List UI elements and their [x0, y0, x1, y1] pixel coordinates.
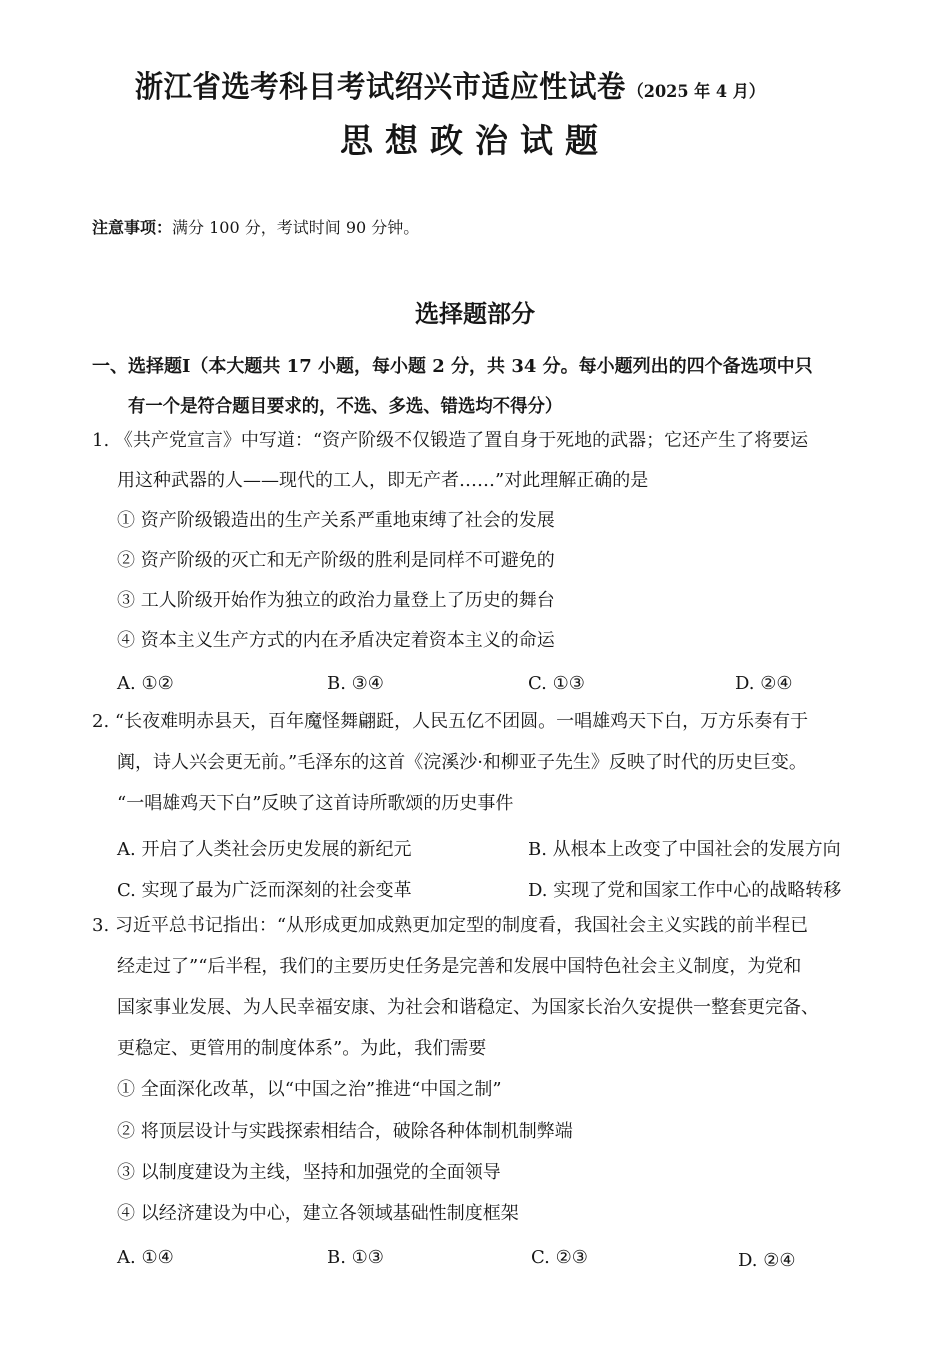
exam-title: 浙江省选考科目考试绍兴市适应性试卷 — [134, 70, 626, 105]
q1-item-1: ① 资产阶级锻造出的生产关系严重地束缚了社会的发展 — [117, 510, 555, 531]
q1-option-a: A. ①② — [117, 673, 174, 694]
q3-stem-line1: 3. 习近平总书记指出：“从形成更加成熟更加定型的制度看，我国社会主义实践的前半程已 — [92, 915, 809, 936]
notice-text: 满分 100 分，考试时间 90 分钟。 — [172, 218, 420, 237]
q2-stem-line2: 阗，诗人兴会更无前。”毛泽东的这首《浣溪沙·和柳亚子先生》反映了时代的历史巨变。 — [117, 752, 807, 773]
q3-stem-line3: 国家事业发展、为人民幸福安康、为社会和谐稳定、为国家长治久安提供一整套更完备、 — [117, 997, 819, 1018]
exam-date: （2025 年 4 月） — [627, 82, 765, 102]
part-heading-line1: 一、选择题Ⅰ（本大题共 17 小题，每小题 2 分，共 34 分。每小题列出的四个备选项中只 — [92, 356, 813, 377]
q1-stem-line2: 用这种武器的人——现代的工人，即无产者……”对此理解正确的是 — [117, 470, 649, 491]
exam-title-line — [0, 62, 900, 106]
q3-item-4: ④ 以经济建设为中心，建立各领域基础性制度框架 — [117, 1203, 519, 1224]
q2-option-b: B. 从根本上改变了中国社会的发展方向 — [528, 839, 841, 860]
q1-item-3: ③ 工人阶级开始作为独立的政治力量登上了历史的舞台 — [117, 590, 555, 611]
q3-item-1: ① 全面深化改革，以“中国之治”推进“中国之制” — [117, 1079, 502, 1100]
q2-option-c: C. 实现了最为广泛而深刻的社会变革 — [117, 880, 412, 901]
q2-option-d: D. 实现了党和国家工作中心的战略转移 — [528, 880, 842, 901]
q3-option-a: A. ①④ — [117, 1247, 174, 1268]
q3-option-b: B. ①③ — [327, 1247, 384, 1268]
q3-stem-line4: 更稳定、更管用的制度体系”。为此，我们需要 — [117, 1038, 487, 1059]
q2-option-a: A. 开启了人类社会历史发展的新纪元 — [117, 839, 412, 860]
q3-stem-line2: 经走过了”“后半程，我们的主要历史任务是完善和发展中国特色社会主义制度，为党和 — [117, 956, 802, 977]
q1-option-b: B. ③④ — [327, 673, 384, 694]
section-title: 选择题部分 — [415, 299, 535, 328]
q1-stem-line1: 1. 《共产党宣言》中写道：“资产阶级不仅锻造了置自身于死地的武器；它还产生了将要运 — [92, 430, 809, 451]
q3-option-d: D. ②④ — [738, 1250, 796, 1271]
q2-stem-line1: 2. “长夜难明赤县天，百年魔怪舞翩跹，人民五亿不团圆。一唱雄鸡天下白，万方乐奏有于 — [92, 711, 809, 732]
q1-option-c: C. ①③ — [528, 673, 585, 694]
notice — [92, 215, 419, 238]
q2-stem-line3: “一唱雄鸡天下白”反映了这首诗所歌颂的历史事件 — [117, 793, 514, 814]
q1-option-d: D. ②④ — [735, 673, 793, 694]
q1-item-4: ④ 资本主义生产方式的内在矛盾决定着资本主义的命运 — [117, 630, 555, 651]
exam-subject: 思想政治试题 — [340, 121, 610, 160]
q3-option-c: C. ②③ — [531, 1247, 588, 1268]
notice-label: 注意事项： — [92, 218, 173, 237]
q3-item-2: ② 将顶层设计与实践探索相结合，破除各种体制机制弊端 — [117, 1121, 573, 1142]
q3-item-3: ③ 以制度建设为主线，坚持和加强党的全面领导 — [117, 1162, 501, 1183]
q1-item-2: ② 资产阶级的灭亡和无产阶级的胜利是同样不可避免的 — [117, 550, 555, 571]
part-heading-line2: 有一个是符合题目要求的，不选、多选、错选均不得分） — [128, 396, 563, 417]
